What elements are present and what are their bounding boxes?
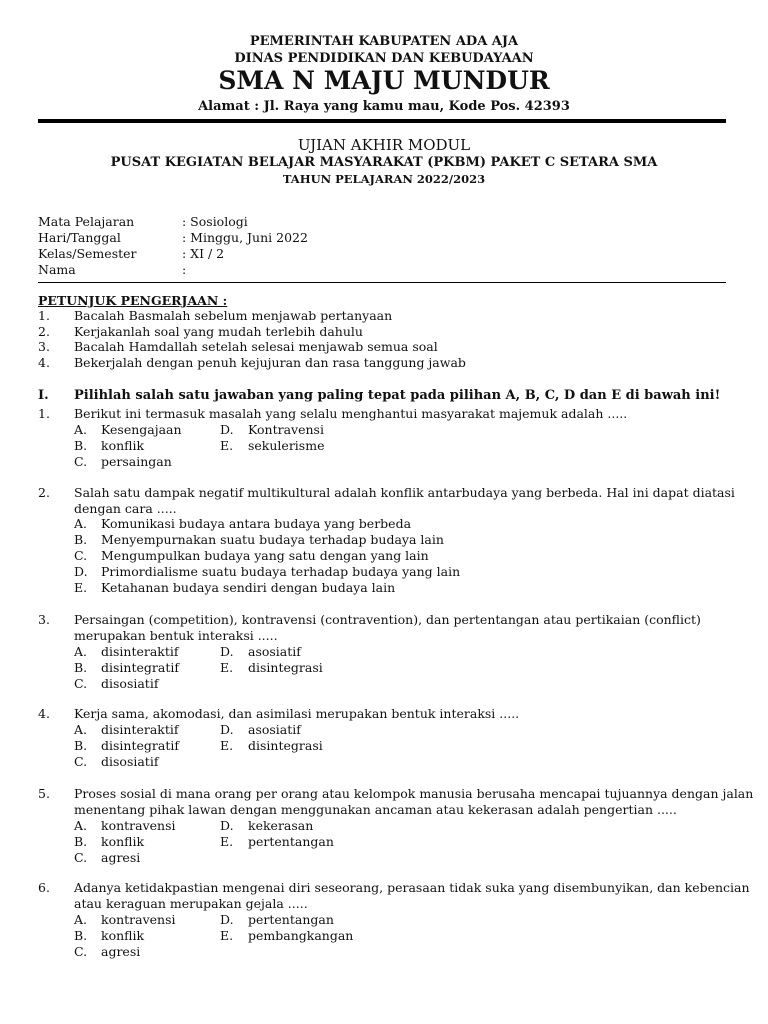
option-text: konflik [101, 438, 145, 453]
option-letter: D. [74, 564, 88, 579]
option-letter: A. [74, 722, 88, 737]
question-text: Adanya ketidakpastian mengenai diri seseorang, perasaan tidak suka yang disembunyikan, dan kebencian [74, 880, 750, 895]
instruction-text: Bacalah Basmalah sebelum menjawab pertanyaan [74, 308, 393, 323]
option-row [0, 754, 768, 770]
question-stem [0, 880, 768, 896]
option-text: persaingan [101, 454, 172, 469]
identity-divider [38, 282, 726, 283]
option-text: disinteraktif [101, 722, 179, 737]
instruction-item [0, 355, 768, 371]
option-letter: E. [220, 438, 234, 453]
option-text: konflik [101, 928, 145, 943]
instruction-number: 3. [38, 339, 50, 354]
option-text: Menyempurnakan suatu budaya terhadap budaya lain [101, 532, 444, 547]
option-text: pertentangan [248, 834, 334, 849]
instruction-number: 1. [38, 308, 50, 323]
exam-year: TAHUN PELAJARAN 2022/2023 [282, 172, 486, 186]
option-row [0, 676, 768, 692]
option-letter: A. [74, 516, 88, 531]
question-text: merupakan bentuk interaksi ..... [74, 628, 278, 643]
identity-value: : Minggu, Juni 2022 [182, 230, 308, 245]
question-number: 3. [38, 612, 50, 627]
instruction-number: 4. [38, 355, 50, 370]
option-letter: D. [220, 722, 234, 737]
option-row [0, 454, 768, 470]
option-text: Mengumpulkan budaya yang satu dengan yang lain [101, 548, 429, 563]
question-number: 5. [38, 786, 50, 801]
option-letter: A. [74, 422, 88, 437]
instruction-text: Bacalah Hamdallah setelah selesai menjawab semua soal [74, 339, 438, 354]
identity-label: Hari/Tanggal [38, 230, 121, 245]
option-text: sekulerisme [248, 438, 325, 453]
section-heading [0, 388, 768, 404]
option-text: kontravensi [101, 818, 176, 833]
option-row [0, 516, 768, 532]
option-letter: E. [74, 580, 88, 595]
option-text: agresi [101, 944, 141, 959]
option-letter: D. [220, 912, 234, 927]
option-letter: C. [74, 754, 88, 769]
option-letter: B. [74, 532, 88, 547]
option-row [0, 834, 768, 850]
option-text: disintegratif [101, 660, 179, 675]
instruction-number: 2. [38, 324, 50, 339]
option-text: asosiatif [248, 644, 301, 659]
question-stem-continued [0, 896, 768, 912]
option-row [0, 580, 768, 596]
question-stem [0, 485, 768, 501]
option-letter: E. [220, 660, 234, 675]
header-government: PEMERINTAH KABUPATEN ADA AJA [249, 34, 519, 49]
option-row [0, 644, 768, 660]
option-text: Ketahanan budaya sendiri dengan budaya lain [101, 580, 396, 595]
question-stem [0, 612, 768, 628]
option-letter: E. [220, 738, 234, 753]
option-letter: D. [220, 644, 234, 659]
option-row [0, 548, 768, 564]
option-text: disosiatif [101, 754, 159, 769]
identity-value: : Sosiologi [182, 214, 248, 229]
exam-subtitle: PUSAT KEGIATAN BELAJAR MASYARAKAT (PKBM) PAKET C SETARA SMA [110, 155, 658, 170]
option-row [0, 944, 768, 960]
option-letter: C. [74, 676, 88, 691]
option-letter: C. [74, 944, 88, 959]
question-text: Salah satu dampak negatif multikultural adalah konflik antarbudaya yang berbeda. Hal ini dapat diatasi [74, 485, 735, 500]
question-stem-continued [0, 501, 768, 517]
option-row [0, 818, 768, 834]
option-row [0, 928, 768, 944]
option-row [0, 660, 768, 676]
option-row [0, 912, 768, 928]
instruction-item [0, 339, 768, 355]
section-number: I. [38, 388, 49, 403]
question-text: Proses sosial di mana orang per orang atau kelompok manusia berusaha mencapai tujuannya dengan jalan [74, 786, 754, 801]
option-text: kontravensi [101, 912, 176, 927]
option-row [0, 532, 768, 548]
option-text: Kontravensi [248, 422, 324, 437]
question-stem [0, 786, 768, 802]
identity-label: Nama [38, 262, 76, 277]
option-row [0, 422, 768, 438]
school-name: SMA N MAJU MUNDUR [218, 66, 550, 95]
identity-label: Mata Pelajaran [38, 214, 135, 229]
school-address: Alamat : Jl. Raya yang kamu mau, Kode Pos. 42393 [198, 99, 570, 114]
option-text: disosiatif [101, 676, 159, 691]
option-row [0, 850, 768, 866]
option-text: pertentangan [248, 912, 334, 927]
option-letter: A. [74, 818, 88, 833]
option-row [0, 738, 768, 754]
option-text: disintegratif [101, 738, 179, 753]
option-text: asosiatif [248, 722, 301, 737]
option-row [0, 722, 768, 738]
instructions-heading: PETUNJUK PENGERJAAN : [38, 293, 228, 308]
option-letter: B. [74, 438, 88, 453]
identity-value: : XI / 2 [182, 246, 225, 261]
option-letter: C. [74, 454, 88, 469]
question-number: 6. [38, 880, 50, 895]
option-letter: A. [74, 644, 88, 659]
option-row [0, 564, 768, 580]
option-letter: B. [74, 928, 88, 943]
question-text: dengan cara ..... [74, 501, 177, 516]
instruction-text: Kerjakanlah soal yang mudah terlebih dahulu [74, 324, 363, 339]
option-letter: A. [74, 912, 88, 927]
option-letter: D. [220, 818, 234, 833]
option-text: konflik [101, 834, 145, 849]
identity-label: Kelas/Semester [38, 246, 137, 261]
exam-title: UJIAN AKHIR MODUL [297, 136, 471, 154]
option-text: agresi [101, 850, 141, 865]
option-text: disinteraktif [101, 644, 179, 659]
option-letter: D. [220, 422, 234, 437]
question-number: 2. [38, 485, 50, 500]
question-text: Kerja sama, akomodasi, dan asimilasi merupakan bentuk interaksi ..... [74, 706, 520, 721]
option-text: Primordialisme suatu budaya terhadap budaya yang lain [101, 564, 461, 579]
option-text: disintegrasi [248, 660, 323, 675]
option-letter: C. [74, 548, 88, 563]
option-letter: E. [220, 928, 234, 943]
option-letter: E. [220, 834, 234, 849]
instruction-item [0, 308, 768, 324]
option-text: Kesengajaan [101, 422, 182, 437]
question-text: atau keraguan merupakan gejala ..... [74, 896, 308, 911]
identity-value: : [182, 262, 187, 277]
option-letter: B. [74, 834, 88, 849]
option-letter: B. [74, 738, 88, 753]
option-row [0, 438, 768, 454]
letterhead-divider [38, 119, 726, 123]
option-letter: B. [74, 660, 88, 675]
option-text: Komunikasi budaya antara budaya yang berbeda [101, 516, 412, 531]
option-text: disintegrasi [248, 738, 323, 753]
question-stem [0, 406, 768, 422]
option-text: pembangkangan [248, 928, 354, 943]
header-department: DINAS PENDIDIKAN DAN KEBUDAYAAN [234, 51, 534, 66]
question-stem-continued [0, 802, 768, 818]
question-number: 1. [38, 406, 50, 421]
question-text: Persaingan (competition), kontravensi (contravention), dan pertentangan atau pertikaian (conflict) [74, 612, 701, 627]
instruction-item [0, 324, 768, 340]
option-text: kekerasan [248, 818, 314, 833]
section-text: Pilihlah salah satu jawaban yang paling tepat pada pilihan A, B, C, D dan E di bawah ini! [74, 388, 721, 403]
question-text: Berikut ini termasuk masalah yang selalu menghantui masyarakat majemuk adalah ..... [74, 406, 628, 421]
question-number: 4. [38, 706, 50, 721]
instruction-text: Bekerjalah dengan penuh kejujuran dan rasa tanggung jawab [74, 355, 466, 370]
question-text: menentang pihak lawan dengan menggunakan ancaman atau kekerasan adalah pengertian ..... [74, 802, 677, 817]
option-letter: C. [74, 850, 88, 865]
question-stem-continued [0, 628, 768, 644]
question-stem [0, 706, 768, 722]
